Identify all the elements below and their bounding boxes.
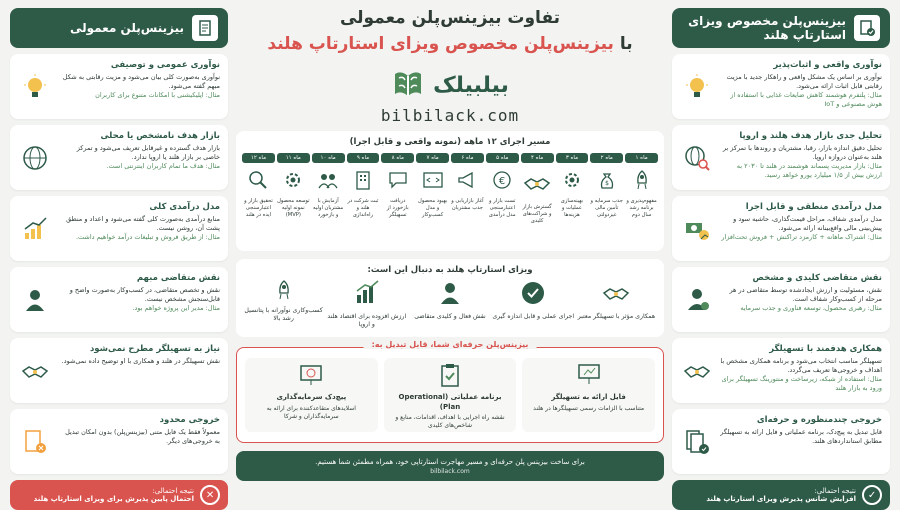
card-description: نقش و تخصص متقاضی، در کسب‌وکار به‌صورت واضح و قابل‌سنجش مشخص نیست. <box>69 286 220 304</box>
footer-url: bilbilack.com <box>430 467 470 475</box>
search-icon <box>247 169 269 195</box>
gear-icon <box>561 169 583 195</box>
person-icon <box>18 273 52 326</box>
card-text-block <box>720 344 882 397</box>
card-text-block <box>58 415 220 468</box>
timeline-step <box>556 153 589 224</box>
document-icon <box>192 15 218 41</box>
card-text-block <box>58 202 220 255</box>
specialized-header <box>672 8 890 48</box>
code-icon <box>422 169 444 195</box>
card-description: تسهیلگر مناسب انتخاب می‌شود و برنامه همکاری مشخص با اهداف و خروجی‌ها تعریف می‌گردد. <box>720 357 882 375</box>
card-text-block <box>720 202 882 255</box>
card-text-block <box>58 273 220 326</box>
ordinary-header <box>10 8 228 48</box>
timeline-step <box>277 153 310 224</box>
step-month-badge: ماه ۸ <box>381 153 414 163</box>
step-label: گسترش بازار و شراکت‌های کلیدی <box>522 204 552 224</box>
step-label: تست بازار و اعتبارسنجی مدل درآمدی <box>488 198 516 218</box>
document-check-icon <box>854 15 880 41</box>
brand-name: بیلبیلک <box>433 72 509 98</box>
timeline-panel <box>236 131 664 251</box>
euro-icon <box>491 169 513 195</box>
result-text: احتمال پایین پذیرش برای ویزای استارتاپ هلند <box>33 495 194 503</box>
people-icon <box>317 169 339 195</box>
goal-item <box>408 279 491 329</box>
card-text-block <box>58 344 220 397</box>
rocket-icon <box>273 279 295 304</box>
lightbulb-icon <box>680 60 714 113</box>
cog-icon <box>282 169 304 195</box>
card-description: بازار هدف گسترده و غیرقابل تعریف می‌شود و تمرکز خاصی بر بازار هلند یا اروپا ندارد. <box>76 144 220 162</box>
step-label: مفهوم‌پذیری و برنامه رشد سال دوم <box>626 198 657 218</box>
ordinary-column <box>10 8 228 510</box>
card-description: نقش تسهیلگر در هلند و همکاری با او توضیح داده نمی‌شود. <box>61 357 220 366</box>
timeline-step <box>347 153 380 224</box>
card-example: مثال: مدیر این پروژه خواهم بود. <box>132 304 220 312</box>
step-month-badge: ماه ۱ <box>625 153 658 163</box>
specialized-result-note <box>672 480 890 510</box>
goals-panel <box>236 259 664 337</box>
step-label: توسعه محصول نمونه اولیه (MVP) <box>277 198 310 218</box>
card-example: مثال: هدف ما تمام کاربران اینترنتی است. <box>106 162 220 170</box>
card-example: مثال: استفاده از شبکه، زیرساخت و منتورینگ تسهیلگر برای ورود به بازار هلند <box>721 375 882 392</box>
card-example: مثال: اشتراک ماهانه + کارمزد تراکنش + فروش تحت‌افزار <box>721 233 882 241</box>
deliverable-card <box>384 358 517 432</box>
step-month-badge: ماه ۳ <box>556 153 589 163</box>
goals-title: ویزای استارتاپ هلند به دنبال این است: <box>367 265 533 275</box>
goal-label: همکاری مؤثر با تسهیلگر معتبر <box>577 313 656 321</box>
subtitle-prefix: با <box>619 34 633 54</box>
ordinary-feature-card <box>10 125 228 190</box>
step-month-badge: ماه ۹ <box>347 153 380 163</box>
specialized-feature-card <box>672 409 890 474</box>
svg-text:€: € <box>499 176 506 187</box>
ordinary-feature-card <box>10 338 228 403</box>
ordinary-feature-card <box>10 409 228 474</box>
megaphone-icon <box>456 169 478 195</box>
step-month-badge: ماه ۱۰ <box>312 153 345 163</box>
goal-label: ارزش افزوده برای اقتصاد هلند و اروپا <box>327 313 407 329</box>
card-description: قابل تبدیل به پیچ‌دک، برنامه عملیاتی و فایل ارائه به تسهیلگر مطابق استانداردهای هلند. <box>720 428 882 446</box>
page-subtitle <box>236 34 664 54</box>
step-month-badge: ماه ۲ <box>590 153 623 163</box>
book-logo-icon <box>391 66 425 104</box>
step-month-badge: ماه ۶ <box>451 153 484 163</box>
card-description: منابع درآمدی به‌صورت کلی گفته می‌شود و اعداد و منطق پشت آن، روشن نیست. <box>66 215 220 233</box>
card-text-block <box>720 60 882 113</box>
timeline-step <box>625 153 658 224</box>
presentation-icon <box>576 383 602 390</box>
result-text: افزایش شانس پذیرش ویزای استارتاپ هلند <box>706 495 856 503</box>
card-description: نوآوری بر اساس یک مشکل واقعی و راهکار جدید با مزیت رقابتی قابل اثبات ارائه می‌شود. <box>726 73 882 91</box>
globe-search-icon <box>680 131 714 184</box>
deliverable-text: متناسب با الزامات رسمی تسهیلگرها در هلند <box>533 404 645 412</box>
card-description: نوآوری به‌صورت کلی بیان می‌شود و مزیت رقابتی به شکل مبهم گفته می‌شود. <box>62 73 220 91</box>
globe-icon <box>18 131 52 184</box>
rocket-icon <box>631 169 653 195</box>
timeline-step <box>486 153 519 224</box>
specialized-feature-card <box>672 267 890 332</box>
timeline-step <box>451 153 484 224</box>
deliverable-title: برنامه عملیاتی (Operational Plan) <box>398 393 502 411</box>
card-title: تحلیل جدی بازار هدف هلند و اروپا <box>739 131 882 141</box>
handshake-icon <box>602 279 630 310</box>
goal-item <box>575 279 658 329</box>
timeline-title: مسیر اجرای ۱۲ ماهه (نمونه واقعی و قابل اجرا) <box>349 137 551 147</box>
money-chart-icon <box>680 202 714 255</box>
x-circle-icon: ✕ <box>200 485 220 505</box>
timeline-step <box>381 153 414 224</box>
handshake-icon <box>523 169 551 201</box>
ordinary-feature-card <box>10 54 228 119</box>
card-description: معمولاً فقط یک فایل متنی (بیزینس‌پلن) بدون امکان تبدیل به خروجی‌های دیگر. <box>65 428 220 446</box>
money-bag-icon <box>596 169 618 195</box>
specialized-header-label: بیزینس‌پلن مخصوص ویزای استارتاپ هلند <box>688 14 846 42</box>
card-title: همکاری هدفمند با تسهیلگر <box>769 344 882 354</box>
card-title: نوآوری واقعی و اثبات‌پذیر <box>773 60 882 70</box>
card-text-block <box>720 273 882 326</box>
card-text-block <box>720 131 882 184</box>
goal-label: اجرای عملی و قابل اندازه گیری <box>492 313 575 321</box>
step-month-badge: ماه ۱۱ <box>277 153 310 163</box>
card-description: تحلیل دقیق اندازه بازار، رقبا، مشتریان و روندها با تمرکز بر هلند به‌عنوان دروازه اروپا. <box>722 144 882 162</box>
specialized-feature-card <box>672 125 890 190</box>
deliverable-title: پیچ‌دک سرمایه‌گذاری <box>276 393 347 402</box>
card-title: مدل درآمدی منطقی و قابل اجرا <box>745 202 882 212</box>
timeline-step <box>416 153 449 224</box>
subtitle-highlight: بیزینس‌پلن مخصوص ویزای استارتاپ هلند <box>267 34 614 54</box>
deliverable-text: نقشه راه اجرایی با اهداف، اقدامات، منابع و شاخص‌های کلیدی <box>395 413 505 430</box>
pitch-deck-icon <box>298 383 324 390</box>
footer-banner <box>236 451 664 481</box>
card-description: مدل درآمدی شفاف، مراحل قیمت‌گذاری، حاشیه سود و پیش‌بینی مالی واقع‌بینانه ارائه می‌شود. <box>733 215 882 233</box>
specialized-feature-card <box>672 196 890 261</box>
goal-label: نقش فعال و کلیدی متقاضی <box>414 313 486 321</box>
card-text-block <box>720 415 882 468</box>
timeline-step <box>242 153 275 224</box>
ordinary-feature-card <box>10 267 228 332</box>
result-title: نتیجه احتمالی: <box>152 487 194 495</box>
clipboard-check-icon <box>437 383 463 390</box>
goal-label: کسب‌وکاری نوآورانه با پتانسیل رشد بالا <box>244 307 323 323</box>
growth-chart-icon <box>18 202 52 255</box>
card-title: خروجی چندمنظوره و حرفه‌ای <box>756 415 882 425</box>
ordinary-feature-card <box>10 196 228 261</box>
deliverables-panel <box>236 340 664 443</box>
specialized-column <box>672 8 890 510</box>
svg-text:$: $ <box>604 180 609 187</box>
step-label: بهینه‌سازی عملیات و هزینه‌ها <box>560 198 584 218</box>
step-label: جذب سرمایه و تأمین مالی غیردولتی <box>590 198 623 218</box>
card-example: مثال: رهبری محصول، توسعه فناوری و جذب سرمایه <box>740 304 882 312</box>
card-example: مثال: بازار مدیریت پسماند هوشمند در هلند تا ۲۰۳۰ به ارزش بیش از ۱/۵ میلیارد یورو خواهد رسید. <box>736 162 882 179</box>
chat-icon <box>387 169 409 195</box>
document-x-icon <box>18 415 52 468</box>
center-panel <box>236 0 664 481</box>
card-example: مثال: اپلیکیشنی با امکانات متنوع برای کاربران <box>95 91 220 99</box>
step-month-badge: ماه ۷ <box>416 153 449 163</box>
step-label: بهبود محصول و مدل کسب‌وکار <box>418 198 448 218</box>
leader-icon <box>680 273 714 326</box>
footer-text: برای ساخت بیزینس پلن حرفه‌ای و مسیر مهاجرت استارتاپی خود، همراه مطمئن شما هستیم. <box>315 457 585 466</box>
deliverable-title: فایل ارائه به تسهیلگر <box>551 393 626 402</box>
specialized-feature-card <box>672 338 890 403</box>
brand-logo <box>236 66 664 104</box>
card-title: نیاز به تسهیلگر مطرح نمی‌شود <box>89 344 220 354</box>
step-label: ثبت شرکت در هلند و راه‌اندازی <box>347 198 379 218</box>
ordinary-header-label: بیزینس‌پلن معمولی <box>69 21 184 35</box>
brand-url: bilbilack.com <box>380 106 520 125</box>
card-title: خروجی محدود <box>159 415 220 425</box>
card-description: نقش، مسئولیت و ارزش ایجادشده توسط متقاضی در هر مرحله از کسب‌وکار شفاف است. <box>729 286 882 304</box>
step-label: تحقیق بازار و اعتبارسنجی ایده در هلند <box>244 198 273 218</box>
lightbulb-icon <box>18 60 52 113</box>
bar-chart-icon <box>353 279 381 310</box>
goal-item <box>492 279 575 329</box>
step-label: آزمایش با مشتریان اولیه و بازخورد <box>313 198 344 218</box>
step-month-badge: ماه ۴ <box>521 153 554 163</box>
card-title: نقش متقاضی کلیدی و مشخص <box>752 273 882 283</box>
deliverable-card <box>245 358 378 432</box>
result-title: نتیجه احتمالی: <box>814 487 856 495</box>
timeline-step <box>590 153 623 224</box>
page-title: تفاوت بیزینس‌پلن معمولی <box>339 8 561 28</box>
goal-item <box>325 279 408 329</box>
specialized-feature-card <box>672 54 890 119</box>
card-title: بازار هدف نامشخص یا محلی <box>100 131 220 141</box>
card-example: مثال: پلتفرم هوشمند کاهش ضایعات غذایی با استفاده از هوش مصنوعی و IoT <box>730 91 882 108</box>
building-icon <box>352 169 374 195</box>
step-label: دریافت بازخورد از تسهیلگر <box>386 198 409 218</box>
handshake-icon <box>18 344 52 397</box>
deliverables-title: بیزینس‌پلن حرفه‌ای شما، قابل تبدیل به: <box>364 340 537 349</box>
person-icon <box>436 279 464 310</box>
timeline-step <box>521 153 554 224</box>
step-label: آغاز بازاریابی و جذب مشتریان <box>451 198 484 211</box>
card-title: نقش متقاضی مبهم <box>136 273 220 283</box>
card-title: مدل درآمدی کلی <box>149 202 220 212</box>
step-month-badge: ماه ۱۲ <box>242 153 275 163</box>
goal-item <box>242 279 325 329</box>
card-text-block <box>58 131 220 184</box>
handshake-icon <box>680 344 714 397</box>
step-month-badge: ماه ۵ <box>486 153 519 163</box>
card-example: مثال: از طریق فروش و تبلیغات درآمد خواهیم داشت. <box>75 233 220 241</box>
card-title: نوآوری عمومی و توصیفی <box>110 60 220 70</box>
documents-check-icon <box>680 415 714 468</box>
timeline-step <box>312 153 345 224</box>
deliverable-text: اسلایدهای متقاعدکننده برای ارائه به سرمایه‌گذاران و شرکا <box>266 404 356 420</box>
check-badge-icon <box>519 279 547 310</box>
ordinary-result-note <box>10 480 228 510</box>
card-text-block <box>58 60 220 113</box>
deliverable-card <box>522 358 655 432</box>
check-circle-icon: ✓ <box>862 485 882 505</box>
